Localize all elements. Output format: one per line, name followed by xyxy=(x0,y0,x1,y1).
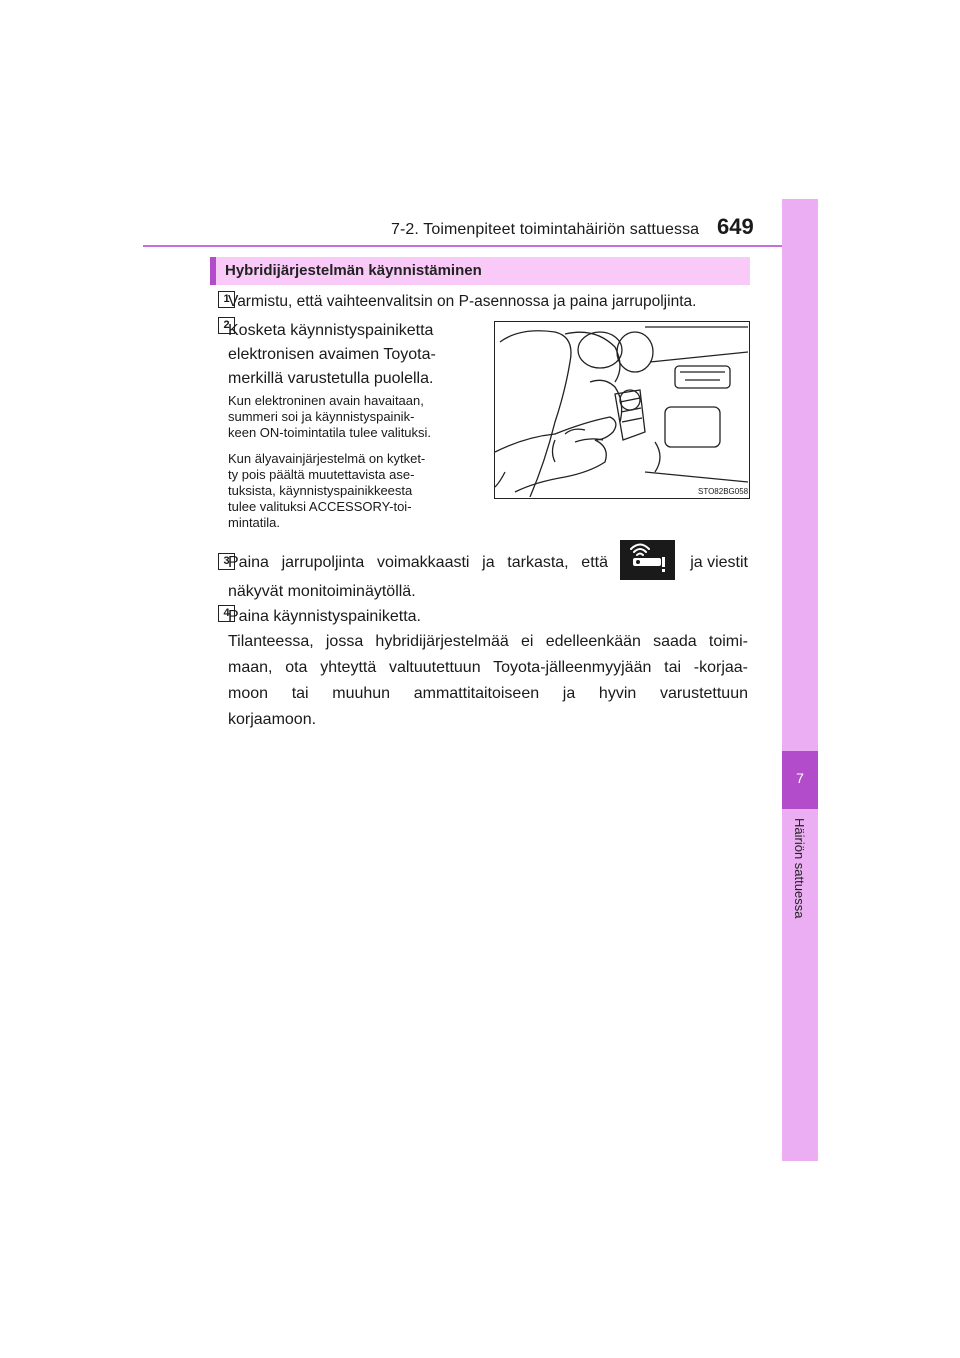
step-3-text-after: ja viestit xyxy=(690,554,748,571)
step-3-text-before: Paina jarrupoljinta voimakkaasti ja tarkasta, että xyxy=(228,554,608,571)
chapter-number: 7 xyxy=(796,770,804,786)
closing-paragraph xyxy=(228,629,748,733)
step-1-text: Varmistu, että vaihteenvalitsin on P-asennossa ja paina jarrupoljinta. xyxy=(228,293,697,310)
step-number-4: 4 xyxy=(218,605,235,622)
step-2-note-1 xyxy=(228,393,478,441)
note-line: tulee valituksi ACCESSORY-toi- xyxy=(228,499,412,514)
chapter-title-text: Häiriön sattuessa xyxy=(792,818,807,919)
note-line: keen ON-toimintatila tulee valituksi. xyxy=(228,425,432,440)
closing-line: maan, ota yhteyttä valtuutettuun Toyota-jälleenmyyjään tai -korjaa- xyxy=(228,659,748,676)
page-number: 649 xyxy=(717,214,754,239)
step-number-3: 3 xyxy=(218,553,235,570)
closing-line: moon tai muuhun ammattitaitoiseen ja hyvin varustettuun xyxy=(228,685,748,702)
closing-line: Tilanteessa, jossa hybridijärjestelmää ei edelleenkään saada toimi- xyxy=(228,633,748,650)
note-line: ty pois päältä muutettavista ase- xyxy=(228,467,415,482)
running-header: 7-2. Toimenpiteet toimintahäiriön sattuessa xyxy=(391,221,700,238)
step-3-text-line2: näkyvät monitoiminäytöllä. xyxy=(228,583,416,600)
note-line: mintatila. xyxy=(228,515,281,530)
closing-line: korjaamoon. xyxy=(228,711,317,728)
step-2-text xyxy=(228,319,478,391)
step-4-text: Paina käynnistyspainiketta. xyxy=(228,608,421,625)
key-indicator-icon xyxy=(620,540,675,580)
step-2-line: elektronisen avaimen Toyota- xyxy=(228,346,436,363)
note-line: Kun älyavainjärjestelmä on kytket- xyxy=(228,451,426,466)
step-number-1: 1 xyxy=(218,291,235,308)
step-number-2: 2 xyxy=(218,317,235,334)
sidebar-tab-upper xyxy=(782,199,818,751)
header-divider xyxy=(143,245,818,247)
section-title: Hybridijärjestelmän käynnistäminen xyxy=(225,262,482,279)
illustration-drawing xyxy=(495,322,748,497)
step-2-line: merkillä varustetulla puolella. xyxy=(228,370,434,387)
note-line: summeri soi ja käynnistyspainik- xyxy=(228,409,415,424)
step-2-note-2 xyxy=(228,451,478,531)
step-2-line: Kosketa käynnistyspainiketta xyxy=(228,322,434,339)
key-indicator-glyph xyxy=(620,540,675,580)
illustration-key-touch xyxy=(494,321,750,499)
note-line: tuksista, käynnistyspainikkeesta xyxy=(228,483,413,498)
illustration-code: STO82BG058 xyxy=(698,487,749,496)
note-line: Kun elektroninen avain havaitaan, xyxy=(228,393,424,408)
